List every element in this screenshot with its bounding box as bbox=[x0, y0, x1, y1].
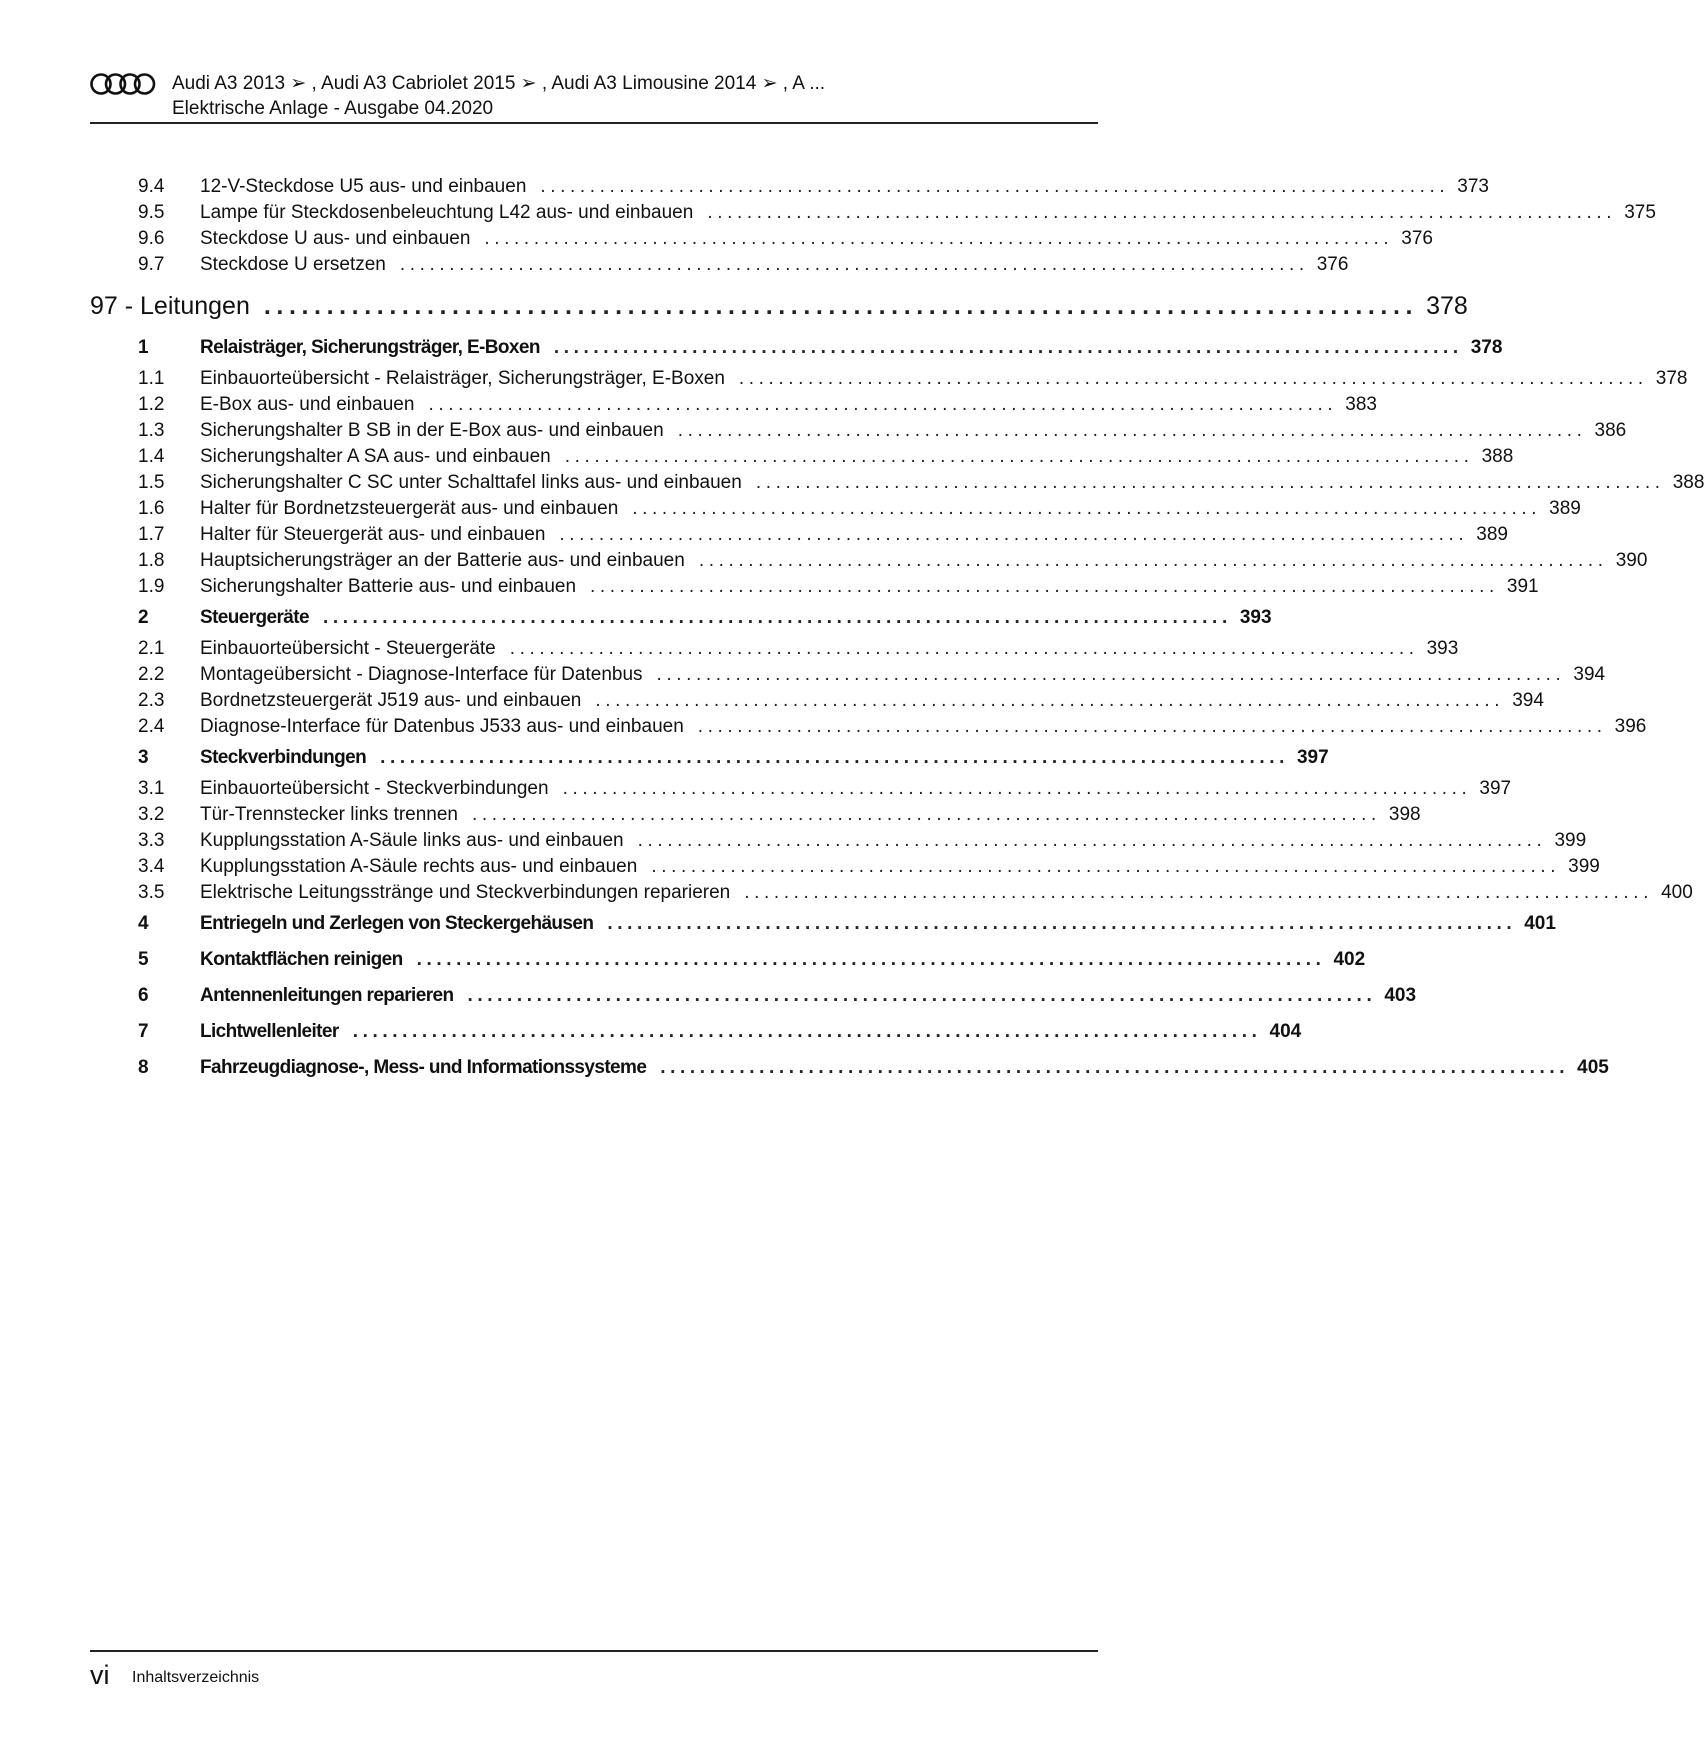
toc-entry-page: 405 bbox=[1577, 1057, 1609, 1078]
toc-entry-number: 2 bbox=[138, 607, 149, 628]
toc-entry-page: 404 bbox=[1269, 1021, 1302, 1042]
document-title: Audi A3 2013 ➢ , Audi A3 Cabriolet 2015 ➢ , Audi A3 Limousine 2014 ➢ , A ... bbox=[172, 73, 826, 94]
toc-entry-page: 375 bbox=[1624, 202, 1656, 223]
toc-entry-title: Fahrzeugdiagnose-, Mess- und Informationssysteme bbox=[200, 1057, 647, 1078]
toc-entry-number: 9.7 bbox=[138, 254, 165, 275]
toc-subsection-entry[interactable] bbox=[90, 576, 1539, 602]
toc-section-entry[interactable] bbox=[90, 742, 1329, 778]
toc-section-entry[interactable] bbox=[90, 980, 1417, 1016]
toc-entry-page: 391 bbox=[1506, 576, 1539, 597]
toc-subsection-entry[interactable] bbox=[90, 778, 1512, 804]
toc-entry-title: 97 - Leitungen bbox=[90, 292, 250, 320]
toc-entry-number: 3.5 bbox=[138, 882, 165, 903]
toc-subsection-entry[interactable] bbox=[90, 254, 1349, 280]
toc-entry-title: Entriegeln und Zerlegen von Steckergehäusen bbox=[200, 913, 594, 934]
dot-leader: ............................................................................................ bbox=[352, 1021, 1262, 1042]
toc-subsection-entry[interactable] bbox=[90, 498, 1581, 524]
dot-leader: ............................................................................................ bbox=[607, 913, 1517, 934]
toc-entry-number: 8 bbox=[138, 1057, 149, 1078]
toc-entry-number: 1.8 bbox=[138, 550, 165, 571]
toc-entry-title: Steckverbindungen bbox=[200, 747, 367, 768]
toc-subsection-entry[interactable] bbox=[90, 420, 1627, 446]
dot-leader: ............................................................................................ bbox=[484, 228, 1394, 249]
toc-entry-number: 2.4 bbox=[138, 716, 165, 737]
toc-entry-number: 1.2 bbox=[138, 394, 165, 415]
dot-leader: ............................................................................................ bbox=[380, 747, 1289, 768]
dot-leader: ............................................................................................ bbox=[559, 524, 1469, 545]
toc-entry-title: 12-V-Steckdose U5 aus- und einbauen bbox=[200, 176, 527, 197]
toc-entry-page: 399 bbox=[1554, 830, 1587, 851]
toc-subsection-entry[interactable] bbox=[90, 690, 1544, 716]
dot-leader: ............................................................................................ bbox=[697, 716, 1607, 737]
toc-entry-page: 386 bbox=[1594, 420, 1627, 441]
toc-subsection-entry[interactable] bbox=[90, 394, 1377, 420]
toc-section-entry[interactable] bbox=[90, 1052, 1609, 1088]
toc-entry-title: Diagnose-Interface für Datenbus J533 aus- und einbauen bbox=[200, 716, 684, 737]
footer-divider bbox=[90, 1650, 1098, 1652]
toc-entry-title: Steckdose U aus- und einbauen bbox=[200, 228, 471, 249]
dot-leader: ............................................................................................ bbox=[755, 472, 1665, 493]
toc-section-entry[interactable] bbox=[90, 944, 1366, 980]
toc-entry-title: Steckdose U ersetzen bbox=[200, 254, 386, 275]
toc-entry-title: Kupplungsstation A-Säule links aus- und einbauen bbox=[200, 830, 624, 851]
toc-entry-title: Sicherungshalter C SC unter Schalttafel links aus- und einbauen bbox=[200, 472, 742, 493]
toc-entry-number: 1.3 bbox=[138, 420, 165, 441]
toc-chapter-entry[interactable] bbox=[90, 280, 1468, 332]
toc-subsection-entry[interactable] bbox=[90, 830, 1587, 856]
toc-entry-number: 1 bbox=[138, 337, 149, 358]
toc-subsection-entry[interactable] bbox=[90, 472, 1704, 498]
dot-leader: ............................................................................................ bbox=[744, 882, 1654, 903]
toc-entry-number: 5 bbox=[138, 949, 149, 970]
toc-subsection-entry[interactable] bbox=[90, 550, 1648, 576]
toc-entry-title: Kupplungsstation A-Säule rechts aus- und einbauen bbox=[200, 856, 638, 877]
toc-entry-number: 7 bbox=[138, 1021, 149, 1042]
toc-entry-number: 9.5 bbox=[138, 202, 165, 223]
dot-leader: ............................................................................................ bbox=[707, 202, 1617, 223]
toc-entry-page: 378 bbox=[1426, 292, 1468, 320]
toc-entry-page: 390 bbox=[1615, 550, 1648, 571]
toc-entry-title: Sicherungshalter A SA aus- und einbauen bbox=[200, 446, 551, 467]
toc-entry-title: Steuergeräte bbox=[200, 607, 309, 628]
toc-entry-page: 401 bbox=[1524, 913, 1556, 934]
toc-subsection-entry[interactable] bbox=[90, 856, 1600, 882]
toc-entry-page: 402 bbox=[1333, 949, 1366, 970]
toc-section-entry[interactable] bbox=[90, 332, 1503, 368]
toc-subsection-entry[interactable] bbox=[90, 202, 1656, 228]
toc-entry-page: 396 bbox=[1614, 716, 1647, 737]
toc-subsection-entry[interactable] bbox=[90, 524, 1508, 550]
toc-entry-number: 3.4 bbox=[138, 856, 165, 877]
toc-entry-number: 2.3 bbox=[138, 690, 165, 711]
toc-entry-number: 3.3 bbox=[138, 830, 165, 851]
dot-leader: ............................................................................................ bbox=[590, 576, 1499, 597]
toc-entry-number: 9.4 bbox=[138, 176, 165, 197]
toc-entry-page: 378 bbox=[1655, 368, 1688, 389]
toc-entry-page: 373 bbox=[1457, 176, 1489, 197]
toc-entry-title: Antennenleitungen reparieren bbox=[200, 985, 454, 1006]
toc-entry-title: Sicherungshalter B SB in der E-Box aus- und einbauen bbox=[200, 420, 664, 441]
document-subtitle: Elektrische Anlage - Ausgabe 04.2020 bbox=[172, 98, 494, 119]
dot-leader: ............................................................................................ bbox=[637, 830, 1547, 851]
toc-entry-page: 397 bbox=[1479, 778, 1512, 799]
toc-subsection-entry[interactable] bbox=[90, 882, 1693, 908]
toc-subsection-entry[interactable] bbox=[90, 446, 1514, 472]
toc-subsection-entry[interactable] bbox=[90, 228, 1433, 254]
toc-entry-title: Hauptsicherungsträger an der Batterie aus- und einbauen bbox=[200, 550, 685, 571]
toc-subsection-entry[interactable] bbox=[90, 368, 1688, 394]
toc-subsection-entry[interactable] bbox=[90, 638, 1459, 664]
toc-entry-number: 3 bbox=[138, 747, 149, 768]
dot-leader: ............................................................................................ bbox=[553, 337, 1463, 358]
dot-leader: ............................................................................................ bbox=[677, 420, 1587, 441]
toc-entry-title: Tür-Trennstecker links trennen bbox=[200, 804, 459, 825]
toc-entry-page: 394 bbox=[1512, 690, 1544, 711]
audi-four-rings-icon bbox=[90, 72, 156, 96]
toc-entry-title: Bordnetzsteuergerät J519 aus- und einbauen bbox=[200, 690, 582, 711]
toc-entry-number: 2.1 bbox=[138, 638, 165, 659]
header-divider bbox=[90, 122, 1098, 124]
toc-entry-number: 1.7 bbox=[138, 524, 165, 545]
toc-entry-page: 403 bbox=[1384, 985, 1417, 1006]
dot-leader: ............................................................................................ bbox=[399, 254, 1309, 275]
toc-entry-title: Kontaktflächen reinigen bbox=[200, 949, 403, 970]
toc-entry-number: 2.2 bbox=[138, 664, 165, 685]
dot-leader: ............................................................................................ bbox=[698, 550, 1608, 571]
dot-leader: ............................................................................................ bbox=[540, 176, 1450, 197]
toc-entry-page: 388 bbox=[1672, 472, 1704, 493]
toc-entry-page: 400 bbox=[1661, 882, 1693, 903]
toc-section-entry[interactable] bbox=[90, 602, 1272, 638]
toc-entry-number: 1.9 bbox=[138, 576, 165, 597]
toc-entry-number: 1.1 bbox=[138, 368, 165, 389]
toc-entry-page: 393 bbox=[1239, 607, 1272, 628]
toc-entry-page: 378 bbox=[1470, 337, 1503, 358]
toc-entry-number: 4 bbox=[138, 913, 149, 934]
toc-entry-number: 9.6 bbox=[138, 228, 165, 249]
toc-entry-number: 1.4 bbox=[138, 446, 165, 467]
toc-entry-title: E-Box aus- und einbauen bbox=[200, 394, 415, 415]
toc-entry-page: 393 bbox=[1426, 638, 1459, 659]
dot-leader: ............................................................................................ bbox=[738, 368, 1648, 389]
page-header bbox=[90, 72, 1098, 124]
table-of-contents bbox=[90, 176, 1704, 1088]
toc-entry-number: 1.5 bbox=[138, 472, 165, 493]
dot-leader: ............................................................................................ bbox=[632, 498, 1542, 519]
page-number: vi bbox=[90, 1660, 110, 1690]
dot-leader: ............................................................................................ bbox=[562, 778, 1472, 799]
toc-entry-title: Einbauorteübersicht - Steckverbindungen bbox=[200, 778, 549, 799]
dot-leader: ............................................................................................ bbox=[564, 446, 1474, 467]
toc-entry-page: 399 bbox=[1568, 856, 1600, 877]
toc-entry-title: Einbauorteübersicht - Relaisträger, Sicherungsträger, E-Boxen bbox=[200, 368, 725, 389]
toc-entry-page: 398 bbox=[1388, 804, 1421, 825]
toc-subsection-entry[interactable] bbox=[90, 804, 1421, 830]
toc-section-entry[interactable] bbox=[90, 1016, 1302, 1052]
toc-entry-page: 376 bbox=[1316, 254, 1349, 275]
toc-entry-title: Lampe für Steckdosenbeleuchtung L42 aus- und einbauen bbox=[200, 202, 694, 223]
dot-leader: ............................................................................................ bbox=[263, 292, 1419, 320]
dot-leader: ............................................................................................ bbox=[472, 804, 1381, 825]
toc-entry-title: Elektrische Leitungsstränge und Steckverbindungen reparieren bbox=[200, 882, 731, 903]
toc-entry-number: 1.6 bbox=[138, 498, 165, 519]
toc-entry-title: Einbauorteübersicht - Steuergeräte bbox=[200, 638, 496, 659]
toc-entry-title: Halter für Steuergerät aus- und einbauen bbox=[200, 524, 546, 545]
toc-entry-title: Sicherungshalter Batterie aus- und einbauen bbox=[200, 576, 577, 597]
dot-leader: ............................................................................................ bbox=[656, 664, 1566, 685]
dot-leader: ............................................................................................ bbox=[322, 607, 1232, 628]
toc-entry-page: 383 bbox=[1345, 394, 1377, 415]
dot-leader: ............................................................................................ bbox=[467, 985, 1377, 1006]
dot-leader: ............................................................................................ bbox=[651, 856, 1561, 877]
toc-entry-title: Lichtwellenleiter bbox=[200, 1021, 339, 1042]
toc-entry-title: Halter für Bordnetzsteuergerät aus- und einbauen bbox=[200, 498, 619, 519]
toc-entry-title: Relaisträger, Sicherungsträger, E-Boxen bbox=[200, 337, 540, 358]
toc-entry-number: 3.2 bbox=[138, 804, 165, 825]
toc-entry-page: 376 bbox=[1401, 228, 1433, 249]
toc-entry-page: 389 bbox=[1476, 524, 1508, 545]
toc-subsection-entry[interactable] bbox=[90, 664, 1606, 690]
toc-entry-page: 394 bbox=[1573, 664, 1606, 685]
footer-label: Inhaltsverzeichnis bbox=[132, 1669, 260, 1686]
toc-subsection-entry[interactable] bbox=[90, 716, 1647, 742]
dot-leader: ............................................................................................ bbox=[428, 394, 1338, 415]
toc-entry-title: Montageübersicht - Diagnose-Interface für Datenbus bbox=[200, 664, 643, 685]
dot-leader: ............................................................................................ bbox=[509, 638, 1419, 659]
dot-leader: ............................................................................................ bbox=[595, 690, 1505, 711]
toc-entry-page: 397 bbox=[1296, 747, 1329, 768]
dot-leader: ............................................................................................ bbox=[416, 949, 1326, 970]
toc-entry-page: 388 bbox=[1481, 446, 1514, 467]
dot-leader: ............................................................................................ bbox=[660, 1057, 1570, 1078]
toc-subsection-entry[interactable] bbox=[90, 176, 1489, 202]
toc-section-entry[interactable] bbox=[90, 908, 1556, 944]
toc-entry-number: 6 bbox=[138, 985, 149, 1006]
toc-entry-number: 3.1 bbox=[138, 778, 165, 799]
toc-entry-page: 389 bbox=[1549, 498, 1581, 519]
